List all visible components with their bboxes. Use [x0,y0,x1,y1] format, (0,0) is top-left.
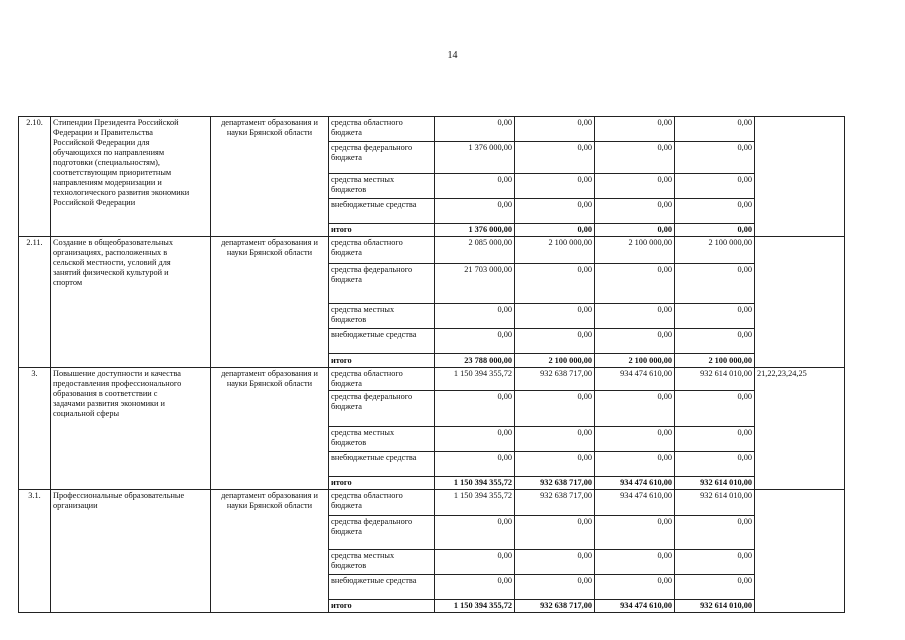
amount-cell: 0,00 [675,174,755,199]
amount-cell: 2 100 000,00 [515,237,595,264]
funding-source: внебюджетные средства [329,329,435,354]
amount-cell: 932 614 010,00 [675,477,755,490]
amount-cell: 1 150 394 355,72 [435,368,515,391]
amount-cell: 932 638 717,00 [515,490,595,516]
amount-cell: 932 614 010,00 [675,368,755,391]
amount-cell: 2 085 000,00 [435,237,515,264]
amount-cell: 0,00 [435,174,515,199]
amount-cell: 0,00 [435,199,515,224]
indicators-cell [755,490,845,613]
funding-source: итого [329,477,435,490]
section-number: 2.10. [19,117,51,237]
amount-cell: 932 614 010,00 [675,600,755,613]
amount-cell: 1 150 394 355,72 [435,490,515,516]
amount-cell: 0,00 [595,391,675,427]
section-number: 2.11. [19,237,51,368]
amount-cell: 0,00 [435,117,515,142]
amount-cell: 1 150 394 355,72 [435,477,515,490]
funding-source: внебюджетные средства [329,575,435,600]
amount-cell: 0,00 [595,117,675,142]
amount-cell: 0,00 [595,329,675,354]
amount-cell: 934 474 610,00 [595,600,675,613]
funding-source: средства областного бюджета [329,368,435,391]
amount-cell: 0,00 [515,550,595,575]
amount-cell: 0,00 [675,329,755,354]
amount-cell: 0,00 [515,304,595,329]
indicators-cell [755,117,845,237]
amount-cell: 932 638 717,00 [515,477,595,490]
amount-cell: 0,00 [595,452,675,477]
amount-cell: 932 614 010,00 [675,490,755,516]
amount-cell: 0,00 [515,516,595,550]
funding-source: итого [329,600,435,613]
table-row [19,490,845,516]
amount-cell: 0,00 [675,550,755,575]
responsible-executor: департамент образования и науки Брянской области [211,490,329,613]
funding-source: средства федерального бюджета [329,516,435,550]
amount-cell: 0,00 [435,391,515,427]
amount-cell: 2 100 000,00 [675,354,755,368]
amount-cell: 0,00 [675,117,755,142]
amount-cell: 1 376 000,00 [435,142,515,174]
amount-cell: 0,00 [675,575,755,600]
responsible-executor: департамент образования и науки Брянской области [211,117,329,237]
table-row [19,237,845,264]
page-number: 14 [447,50,458,61]
amount-cell: 0,00 [675,427,755,452]
amount-cell: 0,00 [595,516,675,550]
amount-cell: 0,00 [515,427,595,452]
section-name: Создание в общеобразовательных организациях, расположенных в сельской местности, условий для занятий физической культурой и спортом [51,237,211,368]
section-name: Профессиональные образовательные организации [51,490,211,613]
amount-cell: 0,00 [515,174,595,199]
amount-cell: 2 100 000,00 [675,237,755,264]
funding-source: средства федерального бюджета [329,264,435,304]
indicators-cell: 21,22,23,24,25 [755,368,845,490]
amount-cell: 0,00 [515,329,595,354]
amount-cell: 932 638 717,00 [515,600,595,613]
amount-cell: 23 788 000,00 [435,354,515,368]
amount-cell: 0,00 [675,516,755,550]
funding-source: средства федерального бюджета [329,142,435,174]
amount-cell: 0,00 [435,304,515,329]
amount-cell: 0,00 [595,575,675,600]
amount-cell: 934 474 610,00 [595,477,675,490]
amount-cell: 0,00 [435,575,515,600]
budget-table [18,116,845,613]
amount-cell: 0,00 [675,199,755,224]
amount-cell: 1 376 000,00 [435,224,515,237]
amount-cell: 1 150 394 355,72 [435,600,515,613]
amount-cell: 0,00 [435,452,515,477]
responsible-executor: департамент образования и науки Брянской области [211,368,329,490]
section-name: Повышение доступности и качества предоставления профессионального образования в соответствии с задачами развития экономики и социальной сферы [51,368,211,490]
amount-cell: 2 100 000,00 [595,354,675,368]
amount-cell: 0,00 [675,304,755,329]
amount-cell: 0,00 [675,142,755,174]
section-name: Стипендии Президента Российской Федерации и Правительства Российской Федерации для обучающихся по направлениям подготовки (специальностям), соответствующим приоритетным направлениям модернизации и технологического развития экономики Российской Федерации [51,117,211,237]
amount-cell: 2 100 000,00 [515,354,595,368]
amount-cell: 0,00 [675,224,755,237]
amount-cell: 0,00 [675,264,755,304]
funding-source: внебюджетные средства [329,199,435,224]
table-row [19,368,845,391]
funding-source: средства областного бюджета [329,237,435,264]
responsible-executor: департамент образования и науки Брянской области [211,237,329,368]
amount-cell: 0,00 [595,142,675,174]
amount-cell: 934 474 610,00 [595,490,675,516]
amount-cell: 0,00 [595,427,675,452]
amount-cell: 0,00 [595,304,675,329]
amount-cell: 0,00 [515,575,595,600]
amount-cell: 0,00 [515,142,595,174]
funding-source: средства областного бюджета [329,490,435,516]
amount-cell: 2 100 000,00 [595,237,675,264]
amount-cell: 0,00 [675,391,755,427]
amount-cell: 0,00 [435,329,515,354]
amount-cell: 0,00 [515,452,595,477]
section-number: 3. [19,368,51,490]
amount-cell: 0,00 [595,224,675,237]
amount-cell: 0,00 [515,224,595,237]
amount-cell: 0,00 [515,117,595,142]
funding-source: итого [329,354,435,368]
amount-cell: 0,00 [595,199,675,224]
indicators-cell [755,237,845,368]
funding-source: средства местных бюджетов [329,304,435,329]
funding-source: средства областного бюджета [329,117,435,142]
amount-cell: 0,00 [435,516,515,550]
amount-cell: 0,00 [595,550,675,575]
amount-cell: 0,00 [595,264,675,304]
amount-cell: 934 474 610,00 [595,368,675,391]
amount-cell: 0,00 [515,391,595,427]
funding-source: средства местных бюджетов [329,427,435,452]
amount-cell: 0,00 [595,174,675,199]
table-row [19,117,845,142]
funding-source: итого [329,224,435,237]
amount-cell: 0,00 [515,199,595,224]
funding-source: средства местных бюджетов [329,550,435,575]
amount-cell: 932 638 717,00 [515,368,595,391]
amount-cell: 0,00 [435,550,515,575]
funding-source: средства местных бюджетов [329,174,435,199]
funding-source: внебюджетные средства [329,452,435,477]
amount-cell: 21 703 000,00 [435,264,515,304]
amount-cell: 0,00 [515,264,595,304]
funding-source: средства федерального бюджета [329,391,435,427]
section-number: 3.1. [19,490,51,613]
amount-cell: 0,00 [435,427,515,452]
amount-cell: 0,00 [675,452,755,477]
